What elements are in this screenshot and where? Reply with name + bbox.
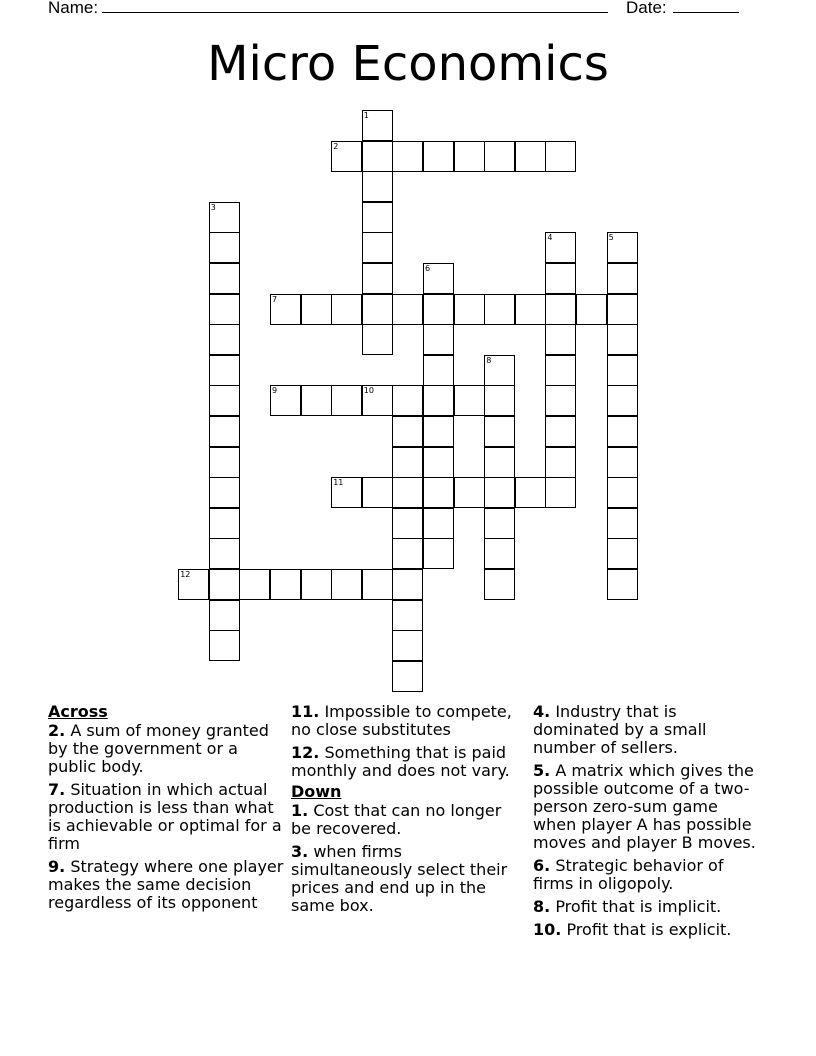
grid-cell[interactable]: [484, 141, 515, 172]
grid-cell[interactable]: [209, 294, 240, 325]
grid-cell[interactable]: [545, 324, 576, 355]
grid-cell[interactable]: [392, 141, 423, 172]
grid-cell[interactable]: [209, 630, 240, 661]
grid-cell[interactable]: [607, 232, 638, 263]
clue-number: 5.: [533, 761, 551, 780]
grid-cell[interactable]: [392, 416, 423, 447]
grid-cell[interactable]: [515, 141, 546, 172]
grid-cell[interactable]: [423, 385, 454, 416]
grid-cell[interactable]: [209, 324, 240, 355]
grid-cell[interactable]: [209, 202, 240, 233]
grid-cell[interactable]: [423, 263, 454, 294]
clue-text: Impossible to compete, no close substitutes: [291, 702, 512, 739]
clue-number: 11.: [291, 702, 320, 721]
clue-number-label: 3: [210, 202, 216, 212]
grid-cell[interactable]: [454, 477, 485, 508]
grid-cell[interactable]: [331, 294, 362, 325]
clue-text: A matrix which gives the possible outcome of a two-person zero-sum game when player A has possible moves and player B moves.: [533, 761, 756, 852]
clue-text: A sum of money granted by the government or a public body.: [48, 721, 269, 776]
grid-cell[interactable]: [178, 569, 209, 600]
grid-cell[interactable]: [484, 294, 515, 325]
date-field[interactable]: [673, 12, 739, 13]
grid-cell[interactable]: [423, 141, 454, 172]
grid-cell[interactable]: [362, 263, 393, 294]
across-heading: Across: [48, 702, 108, 721]
grid-cell[interactable]: [545, 416, 576, 447]
grid-cell[interactable]: [607, 447, 638, 478]
grid-cell[interactable]: [484, 385, 515, 416]
clue-number: 7.: [48, 780, 66, 799]
grid-cell[interactable]: [209, 263, 240, 294]
clue-number-label: 8: [486, 355, 492, 365]
grid-cell[interactable]: [209, 416, 240, 447]
grid-cell[interactable]: [607, 385, 638, 416]
grid-cell[interactable]: [607, 355, 638, 386]
clue-number: 4.: [533, 702, 551, 721]
grid-cell[interactable]: [362, 385, 393, 416]
clues-column-3: [533, 703, 765, 944]
grid-cell[interactable]: [484, 477, 515, 508]
grid-cell[interactable]: [545, 385, 576, 416]
clue-across-11: [291, 703, 523, 739]
clue-number-label: 5: [608, 233, 614, 243]
clue-number-label: 2: [333, 141, 339, 151]
grid-cell[interactable]: [607, 416, 638, 447]
grid-cell[interactable]: [545, 447, 576, 478]
grid-cell[interactable]: [209, 508, 240, 539]
grid-cell[interactable]: [607, 324, 638, 355]
grid-cell[interactable]: [301, 294, 332, 325]
clue-down-4: [533, 703, 765, 757]
clue-text: Strategic behavior of firms in oligopoly.: [533, 856, 724, 893]
grid-cell[interactable]: [301, 569, 332, 600]
grid-cell[interactable]: [209, 385, 240, 416]
name-label: Name:: [48, 0, 99, 17]
clue-number: 3.: [291, 842, 309, 861]
grid-cell[interactable]: [392, 447, 423, 478]
grid-cell[interactable]: [484, 569, 515, 600]
clue-number: 12.: [291, 743, 320, 762]
down-heading: Down: [291, 782, 342, 801]
clue-number: 1.: [291, 801, 309, 820]
grid-cell[interactable]: [423, 477, 454, 508]
date-label: Date:: [626, 0, 667, 17]
clue-text: Profit that is explicit.: [566, 920, 732, 939]
grid-cell[interactable]: [209, 232, 240, 263]
grid-cell[interactable]: [209, 569, 240, 600]
grid-cell[interactable]: [484, 508, 515, 539]
page-title: Micro Economics: [207, 36, 609, 92]
clue-text: Something that is paid monthly and does not vary.: [291, 743, 510, 780]
grid-cell[interactable]: [209, 600, 240, 631]
grid-cell[interactable]: [607, 538, 638, 569]
grid-cell[interactable]: [270, 385, 301, 416]
grid-cell[interactable]: [484, 447, 515, 478]
grid-cell[interactable]: [607, 508, 638, 539]
grid-cell[interactable]: [423, 447, 454, 478]
grid-cell[interactable]: [392, 477, 423, 508]
grid-cell[interactable]: [362, 324, 393, 355]
header: [48, 0, 768, 20]
grid-cell[interactable]: [239, 569, 270, 600]
grid-cell[interactable]: [331, 385, 362, 416]
grid-cell[interactable]: [362, 141, 393, 172]
grid-cell[interactable]: [484, 538, 515, 569]
grid-cell[interactable]: [392, 569, 423, 600]
clue-across-2: [48, 722, 286, 776]
clue-number-label: 4: [547, 233, 553, 243]
grid-cell[interactable]: [545, 355, 576, 386]
clues-column-2: [291, 703, 523, 920]
grid-cell[interactable]: [362, 202, 393, 233]
clue-number: 8.: [533, 897, 551, 916]
grid-cell[interactable]: [607, 477, 638, 508]
grid-cell[interactable]: [423, 508, 454, 539]
grid-cell[interactable]: [270, 569, 301, 600]
grid-cell[interactable]: [362, 294, 393, 325]
grid-cell[interactable]: [423, 538, 454, 569]
grid-cell[interactable]: [392, 661, 423, 692]
grid-cell[interactable]: [362, 171, 393, 202]
grid-cell[interactable]: [362, 232, 393, 263]
grid-cell[interactable]: [423, 294, 454, 325]
grid-cell[interactable]: [545, 263, 576, 294]
grid-cell[interactable]: [392, 294, 423, 325]
clue-text: Profit that is implicit.: [555, 897, 722, 916]
grid-cell[interactable]: [607, 569, 638, 600]
grid-cell[interactable]: [576, 294, 607, 325]
grid-cell[interactable]: [392, 508, 423, 539]
clues-column-1: [48, 703, 286, 917]
clue-down-3: [291, 843, 523, 915]
grid-cell[interactable]: [209, 447, 240, 478]
grid-cell[interactable]: [454, 385, 485, 416]
clue-across-12: [291, 744, 523, 780]
clue-number-label: 7: [272, 294, 278, 304]
grid-cell[interactable]: [423, 324, 454, 355]
name-field[interactable]: [102, 12, 608, 13]
clue-down-1: [291, 802, 523, 838]
grid-cell[interactable]: [545, 232, 576, 263]
clue-number: 2.: [48, 721, 66, 740]
grid-cell[interactable]: [607, 263, 638, 294]
grid-cell[interactable]: [301, 385, 332, 416]
grid-cell[interactable]: [209, 477, 240, 508]
grid-cell[interactable]: [392, 600, 423, 631]
grid-cell[interactable]: [515, 477, 546, 508]
grid-cell[interactable]: [423, 355, 454, 386]
clue-down-8: [533, 898, 765, 916]
clue-text: Strategy where one player makes the same decision regardless of its opponent: [48, 857, 284, 912]
grid-cell[interactable]: [484, 416, 515, 447]
clue-down-5: [533, 762, 765, 852]
clue-across-9: [48, 858, 286, 912]
clue-text: Industry that is dominated by a small number of sellers.: [533, 702, 707, 757]
clue-text: Situation in which actual production is less than what is achievable or optimal for a firm: [48, 780, 282, 853]
grid-cell[interactable]: [545, 477, 576, 508]
grid-cell[interactable]: [331, 477, 362, 508]
grid-cell[interactable]: [270, 294, 301, 325]
clue-number: 6.: [533, 856, 551, 875]
grid-cell[interactable]: [331, 569, 362, 600]
grid-cell[interactable]: [209, 355, 240, 386]
grid-cell[interactable]: [515, 294, 546, 325]
grid-cell[interactable]: [607, 294, 638, 325]
grid-cell[interactable]: [392, 538, 423, 569]
grid-cell[interactable]: [454, 294, 485, 325]
clue-down-6: [533, 857, 765, 893]
clue-number: 10.: [533, 920, 562, 939]
clue-down-10: [533, 921, 765, 939]
grid-cell[interactable]: [545, 294, 576, 325]
grid-cell[interactable]: [454, 141, 485, 172]
grid-cell[interactable]: [545, 141, 576, 172]
clue-number-label: 1: [363, 111, 369, 120]
clue-number-label: 9: [272, 386, 278, 396]
grid-cell[interactable]: [331, 141, 362, 172]
clue-across-7: [48, 781, 286, 853]
grid-cell[interactable]: [423, 416, 454, 447]
grid-cell[interactable]: [392, 630, 423, 661]
grid-cell[interactable]: [362, 569, 393, 600]
grid-cell[interactable]: [362, 477, 393, 508]
clue-number-label: 6: [425, 264, 431, 273]
clue-text: when firms simultaneously select their prices and end up in the same box.: [291, 842, 508, 915]
clue-number-label: 12: [180, 570, 191, 579]
clue-number-label: 10: [363, 386, 374, 396]
grid-cell[interactable]: [484, 355, 515, 386]
grid-cell[interactable]: [209, 538, 240, 569]
clue-number-label: 11: [333, 478, 344, 488]
clue-number: 9.: [48, 857, 66, 876]
grid-cell[interactable]: [392, 385, 423, 416]
grid-cell[interactable]: [362, 110, 393, 141]
clue-text: Cost that can no longer be recovered.: [291, 801, 502, 838]
